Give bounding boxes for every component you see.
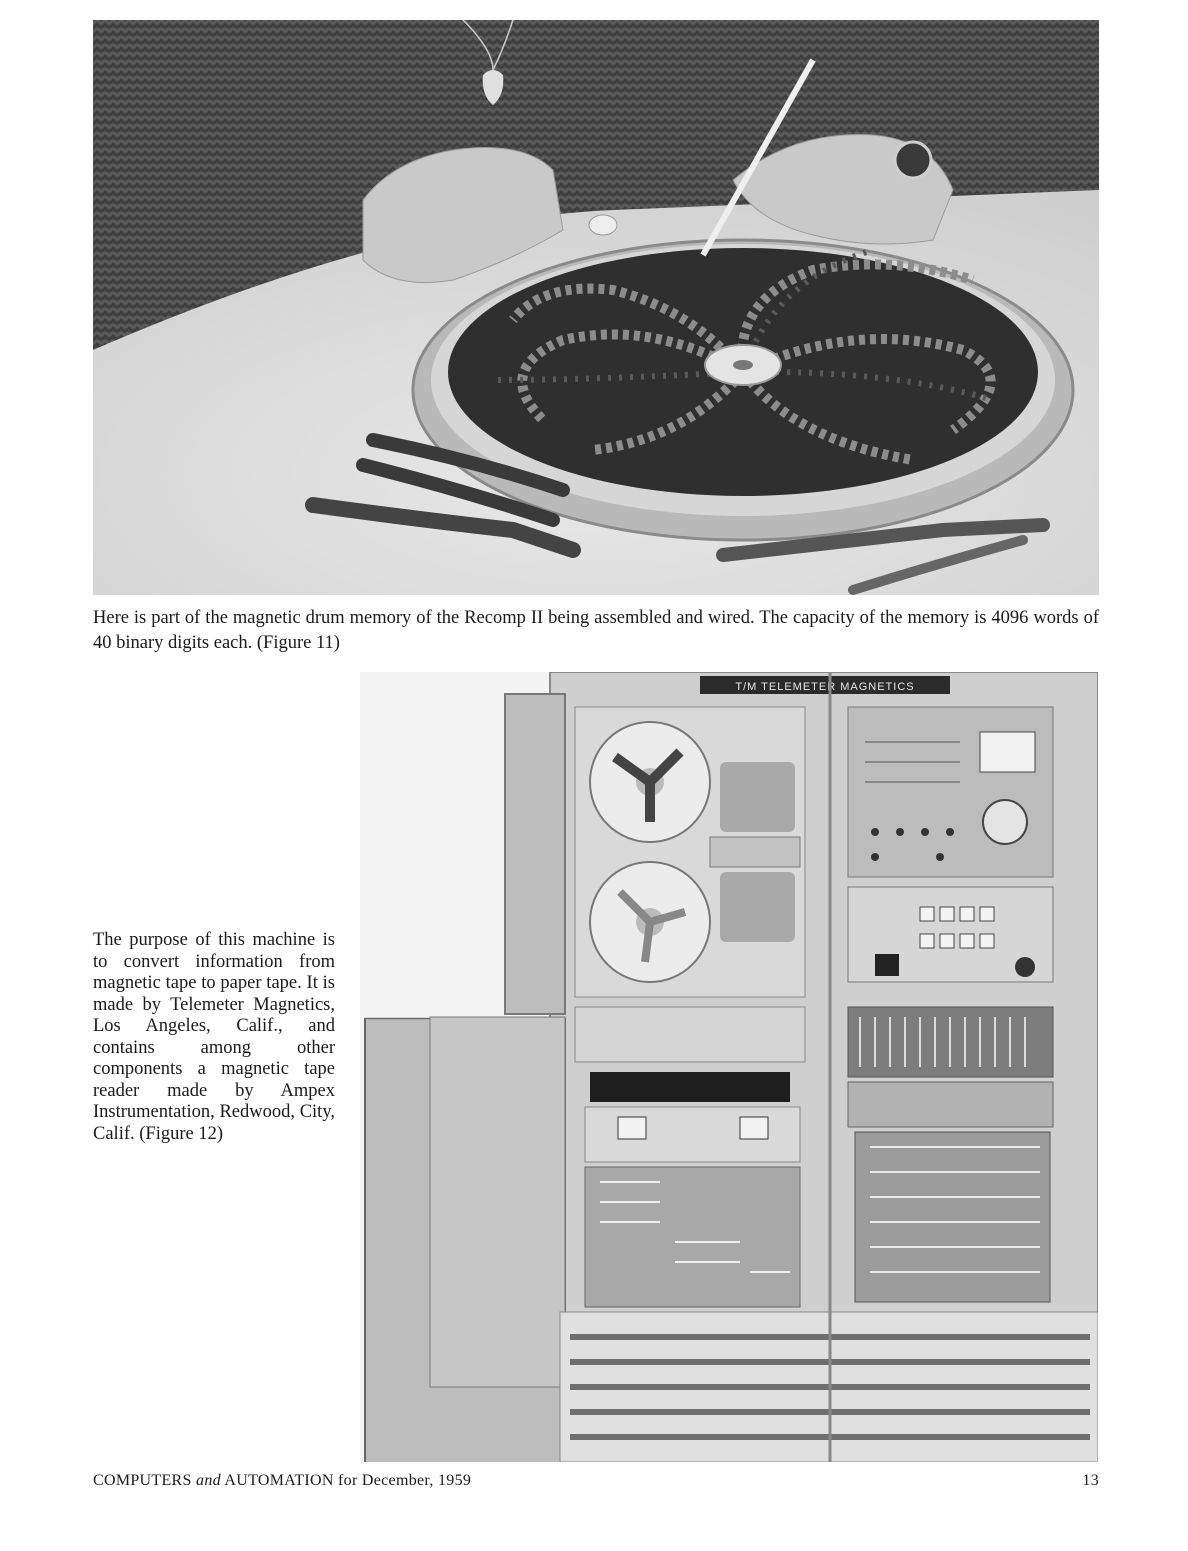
page-number: 13 [1082, 1472, 1099, 1489]
tape-converter-illustration [360, 672, 1098, 1462]
telemeter-label: T/M TELEMETER MAGNETICS [735, 681, 915, 693]
figure-12-photo [360, 672, 1098, 1462]
figure-11-photo [93, 20, 1099, 595]
publication-title: COMPUTERS and AUTOMATION for December, 1959 [93, 1472, 472, 1489]
figure-11-caption: Here is part of the magnetic drum memory of the Recomp II being assembled and wired. The capacity of the memory is 4096 words of 40 binary digits each. (Figure 11) [93, 608, 1099, 653]
drum-memory-illustration [93, 20, 1099, 595]
publication-and: and [196, 1472, 221, 1489]
figure-12-caption: The purpose of this machine is to convert information from magnetic tape to paper tape. It is made by Telemeter Magnetics, Los Angeles, Calif., and contains among other components a magnetic tape reader made by Ampex Instrumentation, Redwood, City, Calif. (Figure 12) [93, 930, 335, 1144]
